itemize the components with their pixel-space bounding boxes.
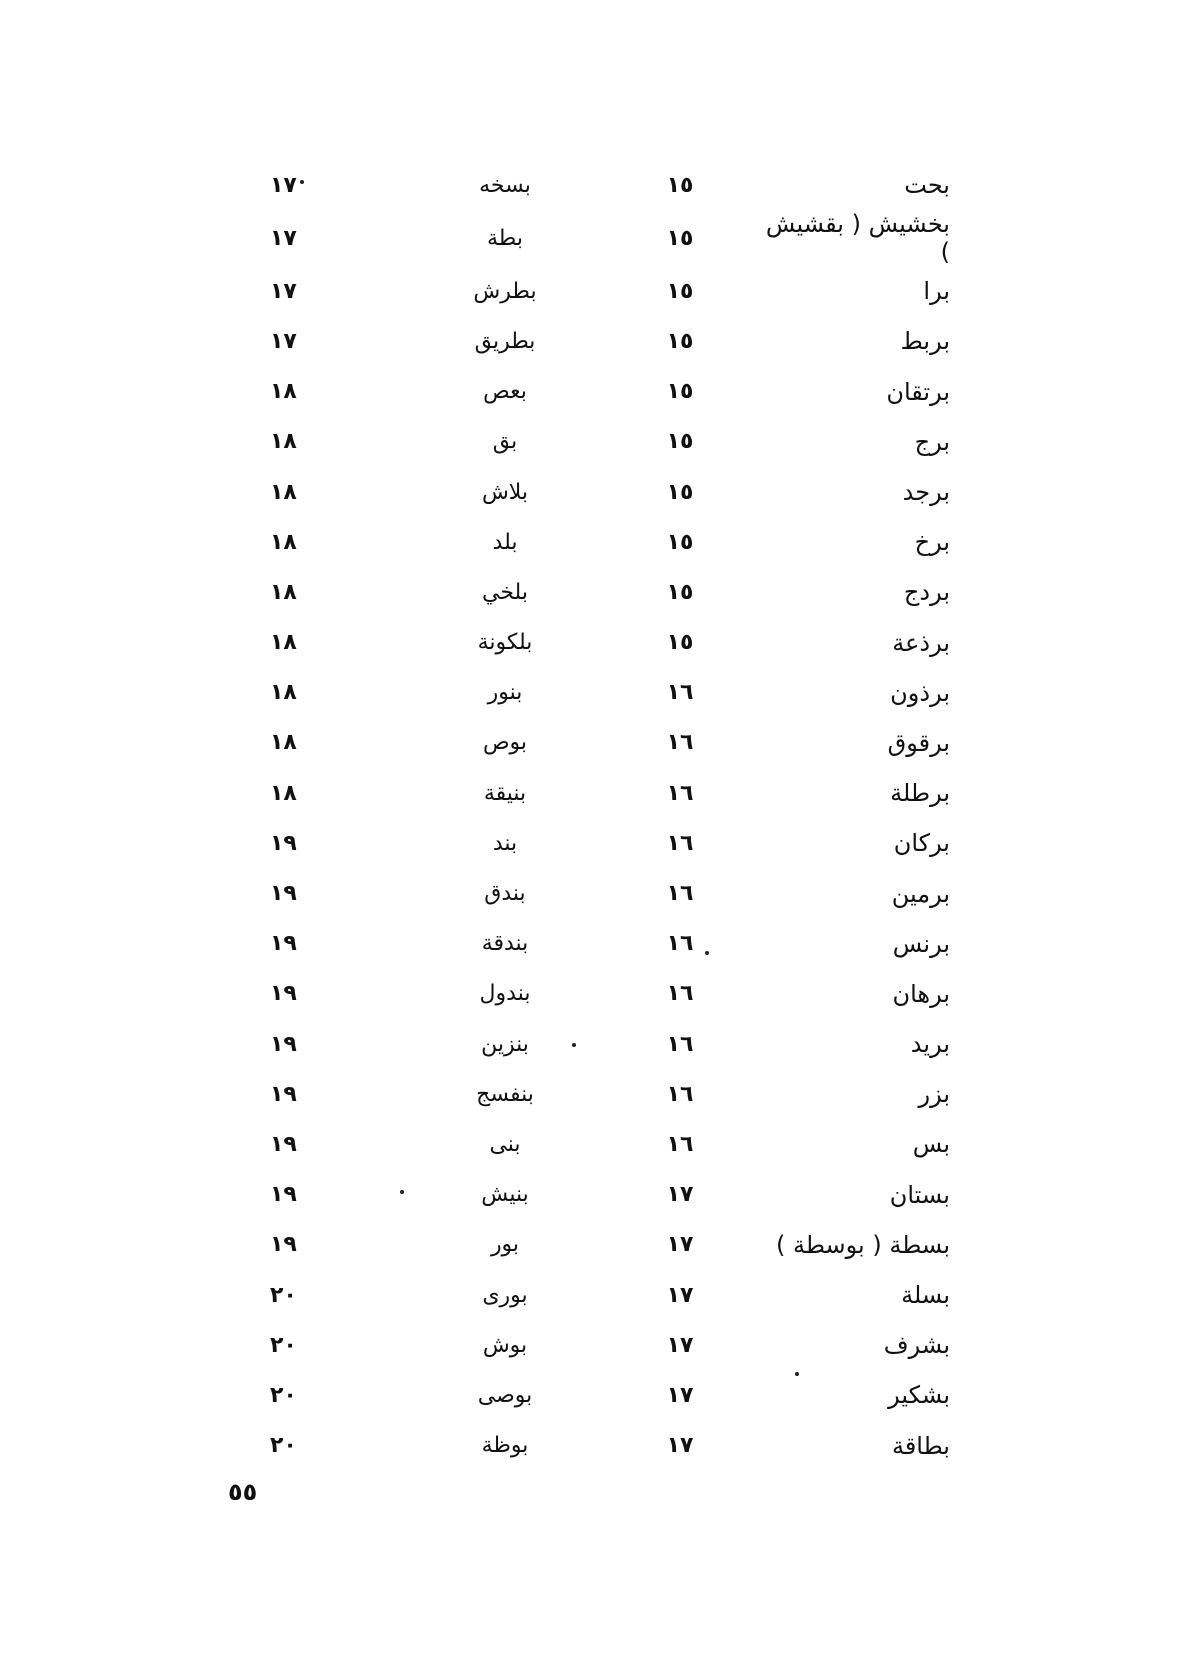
entry-word: بطريق bbox=[474, 328, 536, 354]
entry-word: برجد bbox=[902, 478, 950, 507]
entry-word: بربط bbox=[900, 327, 950, 356]
entry-word: بشكير bbox=[888, 1381, 950, 1410]
entry-page-number: ١٨ bbox=[270, 529, 297, 555]
index-row bbox=[270, 210, 950, 266]
entry-word: بور bbox=[490, 1232, 520, 1258]
entry-word: بشرف bbox=[883, 1331, 950, 1360]
page-number: ٥٥ bbox=[228, 1478, 258, 1506]
entry-page-number: ١٧ bbox=[666, 1433, 694, 1459]
print-speck bbox=[400, 1190, 404, 1194]
entry-word: بس bbox=[912, 1130, 950, 1159]
entry-page-number: ١٨ bbox=[270, 429, 297, 455]
entry-page-number: ١٧ bbox=[270, 278, 297, 304]
entry-word: بسطة ( بوسطة ) bbox=[776, 1230, 950, 1259]
entry-word: برج bbox=[914, 427, 950, 456]
entry-page-number: ١٩ bbox=[270, 1232, 297, 1258]
entry-page-number: ١٩ bbox=[270, 931, 297, 957]
entry-word: برنس bbox=[892, 929, 950, 958]
entry-word: برا bbox=[923, 277, 950, 306]
entry-page-number: ١٥ bbox=[666, 328, 694, 354]
entry-word: بلاش bbox=[481, 479, 529, 505]
entry-page-number: ١٨ bbox=[270, 730, 297, 756]
index-row bbox=[270, 668, 950, 718]
index-row bbox=[270, 160, 950, 210]
print-speck bbox=[572, 1043, 576, 1047]
entry-word: بنيقة bbox=[483, 780, 527, 806]
entry-page-number: ١٩ bbox=[270, 1182, 297, 1208]
entry-page-number: ١٩ bbox=[270, 1081, 297, 1107]
index-row bbox=[270, 1270, 950, 1320]
entry-word: بسخه bbox=[479, 172, 531, 198]
entry-page-number: ١٧ bbox=[270, 225, 297, 251]
entry-page-number: ١٥ bbox=[666, 172, 694, 198]
entry-page-number: ١٨ bbox=[270, 579, 297, 605]
index-row bbox=[270, 1170, 950, 1220]
index-row bbox=[270, 1421, 950, 1471]
index-row bbox=[270, 367, 950, 417]
entry-page-number: ١٥ bbox=[666, 225, 694, 251]
entry-page-number: ١٦ bbox=[666, 830, 694, 856]
entry-word: بحت bbox=[904, 171, 950, 200]
entry-page-number: ١٧ bbox=[666, 1232, 694, 1258]
entry-page-number: ١٩ bbox=[270, 1131, 297, 1157]
entry-page-number: ١٦ bbox=[666, 981, 694, 1007]
index-row bbox=[270, 1119, 950, 1169]
entry-word: بركان bbox=[893, 829, 950, 858]
entry-word: بلد bbox=[492, 529, 518, 555]
index-row bbox=[270, 969, 950, 1019]
index-row bbox=[270, 1019, 950, 1069]
entry-word: بوص bbox=[482, 730, 528, 756]
entry-page-number: ١٧ bbox=[270, 328, 297, 354]
entry-word: بلكونة bbox=[477, 630, 533, 656]
entry-page-number: ١٩ bbox=[270, 881, 297, 907]
entry-word: بوظة bbox=[481, 1433, 529, 1459]
entry-page-number: ١٥ bbox=[666, 278, 694, 304]
entry-word: بريد bbox=[910, 1030, 950, 1059]
entry-word: بلخي bbox=[482, 579, 528, 605]
entry-page-number: ١٦ bbox=[666, 931, 694, 957]
entry-page-number: ١٩ bbox=[270, 1031, 297, 1057]
entry-page-number: ١٨ bbox=[270, 780, 297, 806]
entry-word: بطة bbox=[487, 225, 523, 251]
index-row bbox=[270, 266, 950, 316]
entry-word: بوصى bbox=[477, 1382, 533, 1408]
index-row bbox=[270, 1320, 950, 1370]
entry-page-number: ١٧ bbox=[666, 1332, 694, 1358]
index-row bbox=[270, 417, 950, 467]
entry-word: بنور bbox=[487, 680, 523, 706]
entry-word: برخ bbox=[914, 528, 950, 557]
entry-word: بردج bbox=[903, 578, 950, 607]
index-row bbox=[270, 818, 950, 868]
entry-word: بنزين bbox=[481, 1031, 529, 1057]
entry-word: بنيش bbox=[481, 1182, 529, 1208]
entry-word: بسلة bbox=[901, 1281, 950, 1310]
entry-page-number: ١٦ bbox=[666, 1131, 694, 1157]
entry-word: بندقة bbox=[481, 931, 529, 957]
entry-word: برهان bbox=[892, 979, 950, 1008]
index-row bbox=[270, 618, 950, 668]
entry-word: بند bbox=[492, 830, 518, 856]
index-row bbox=[270, 567, 950, 617]
entry-word: بنى bbox=[489, 1131, 521, 1157]
entry-word: بنفسج bbox=[476, 1081, 534, 1107]
word-index-table bbox=[270, 160, 950, 1471]
index-row bbox=[270, 768, 950, 818]
entry-word: بندق bbox=[484, 881, 526, 907]
entry-page-number: ١٦ bbox=[666, 680, 694, 706]
entry-word: برذون bbox=[890, 678, 950, 707]
entry-page-number: ١٨ bbox=[270, 379, 297, 405]
entry-page-number: ١٧ bbox=[666, 1182, 694, 1208]
entry-page-number: ١٦ bbox=[666, 881, 694, 907]
entry-page-number: ١٧ bbox=[666, 1382, 694, 1408]
entry-page-number: ١٨ bbox=[270, 630, 297, 656]
entry-page-number: ١٧ bbox=[270, 172, 297, 198]
entry-page-number: ١٥ bbox=[666, 379, 694, 405]
index-row bbox=[270, 868, 950, 918]
index-row bbox=[270, 718, 950, 768]
index-row bbox=[270, 919, 950, 969]
entry-page-number: ٢٠ bbox=[270, 1332, 297, 1358]
entry-page-number: ١٥ bbox=[666, 630, 694, 656]
index-row bbox=[270, 467, 950, 517]
entry-page-number: ٢٠ bbox=[270, 1433, 297, 1459]
entry-word: بورى bbox=[482, 1282, 528, 1308]
entry-word: بخشيش ( بقشيش ) bbox=[765, 210, 950, 267]
entry-page-number: ١٦ bbox=[666, 730, 694, 756]
index-row bbox=[270, 1069, 950, 1119]
entry-word: بوش bbox=[482, 1332, 528, 1358]
entry-word: بطرش bbox=[473, 278, 537, 304]
entry-word: برمين bbox=[891, 879, 950, 908]
entry-page-number: ١٦ bbox=[666, 1081, 694, 1107]
entry-word: برذعة bbox=[892, 628, 950, 657]
entry-page-number: ١٩ bbox=[270, 830, 297, 856]
entry-word: برتقان bbox=[886, 377, 950, 406]
index-rows bbox=[270, 160, 950, 1471]
entry-page-number: ١٥ bbox=[666, 529, 694, 555]
entry-word: برقوق bbox=[887, 728, 950, 757]
entry-word: بستان bbox=[889, 1180, 950, 1209]
entry-page-number: ١٧ bbox=[666, 1282, 694, 1308]
entry-word: بق bbox=[492, 429, 518, 455]
entry-word: بطاقة bbox=[891, 1431, 950, 1460]
print-speck bbox=[300, 180, 304, 184]
index-row bbox=[270, 517, 950, 567]
entry-page-number: ١٦ bbox=[666, 780, 694, 806]
entry-page-number: ١٥ bbox=[666, 579, 694, 605]
entry-page-number: ٢٠ bbox=[270, 1282, 297, 1308]
entry-page-number: ١٦ bbox=[666, 1031, 694, 1057]
entry-page-number: ١٨ bbox=[270, 680, 297, 706]
index-row bbox=[270, 316, 950, 366]
print-speck bbox=[795, 1372, 799, 1376]
entry-word: بزر bbox=[918, 1080, 950, 1109]
print-speck bbox=[705, 951, 709, 955]
index-row bbox=[270, 1370, 950, 1420]
entry-page-number: ١٥ bbox=[666, 479, 694, 505]
entry-word: برطلة bbox=[890, 779, 950, 808]
entry-page-number: ٢٠ bbox=[270, 1382, 297, 1408]
entry-page-number: ١٩ bbox=[270, 981, 297, 1007]
entry-word: بعص bbox=[483, 379, 527, 405]
index-row bbox=[270, 1220, 950, 1270]
entry-word: بندول bbox=[479, 981, 531, 1007]
entry-page-number: ١٥ bbox=[666, 429, 694, 455]
entry-page-number: ١٨ bbox=[270, 479, 297, 505]
